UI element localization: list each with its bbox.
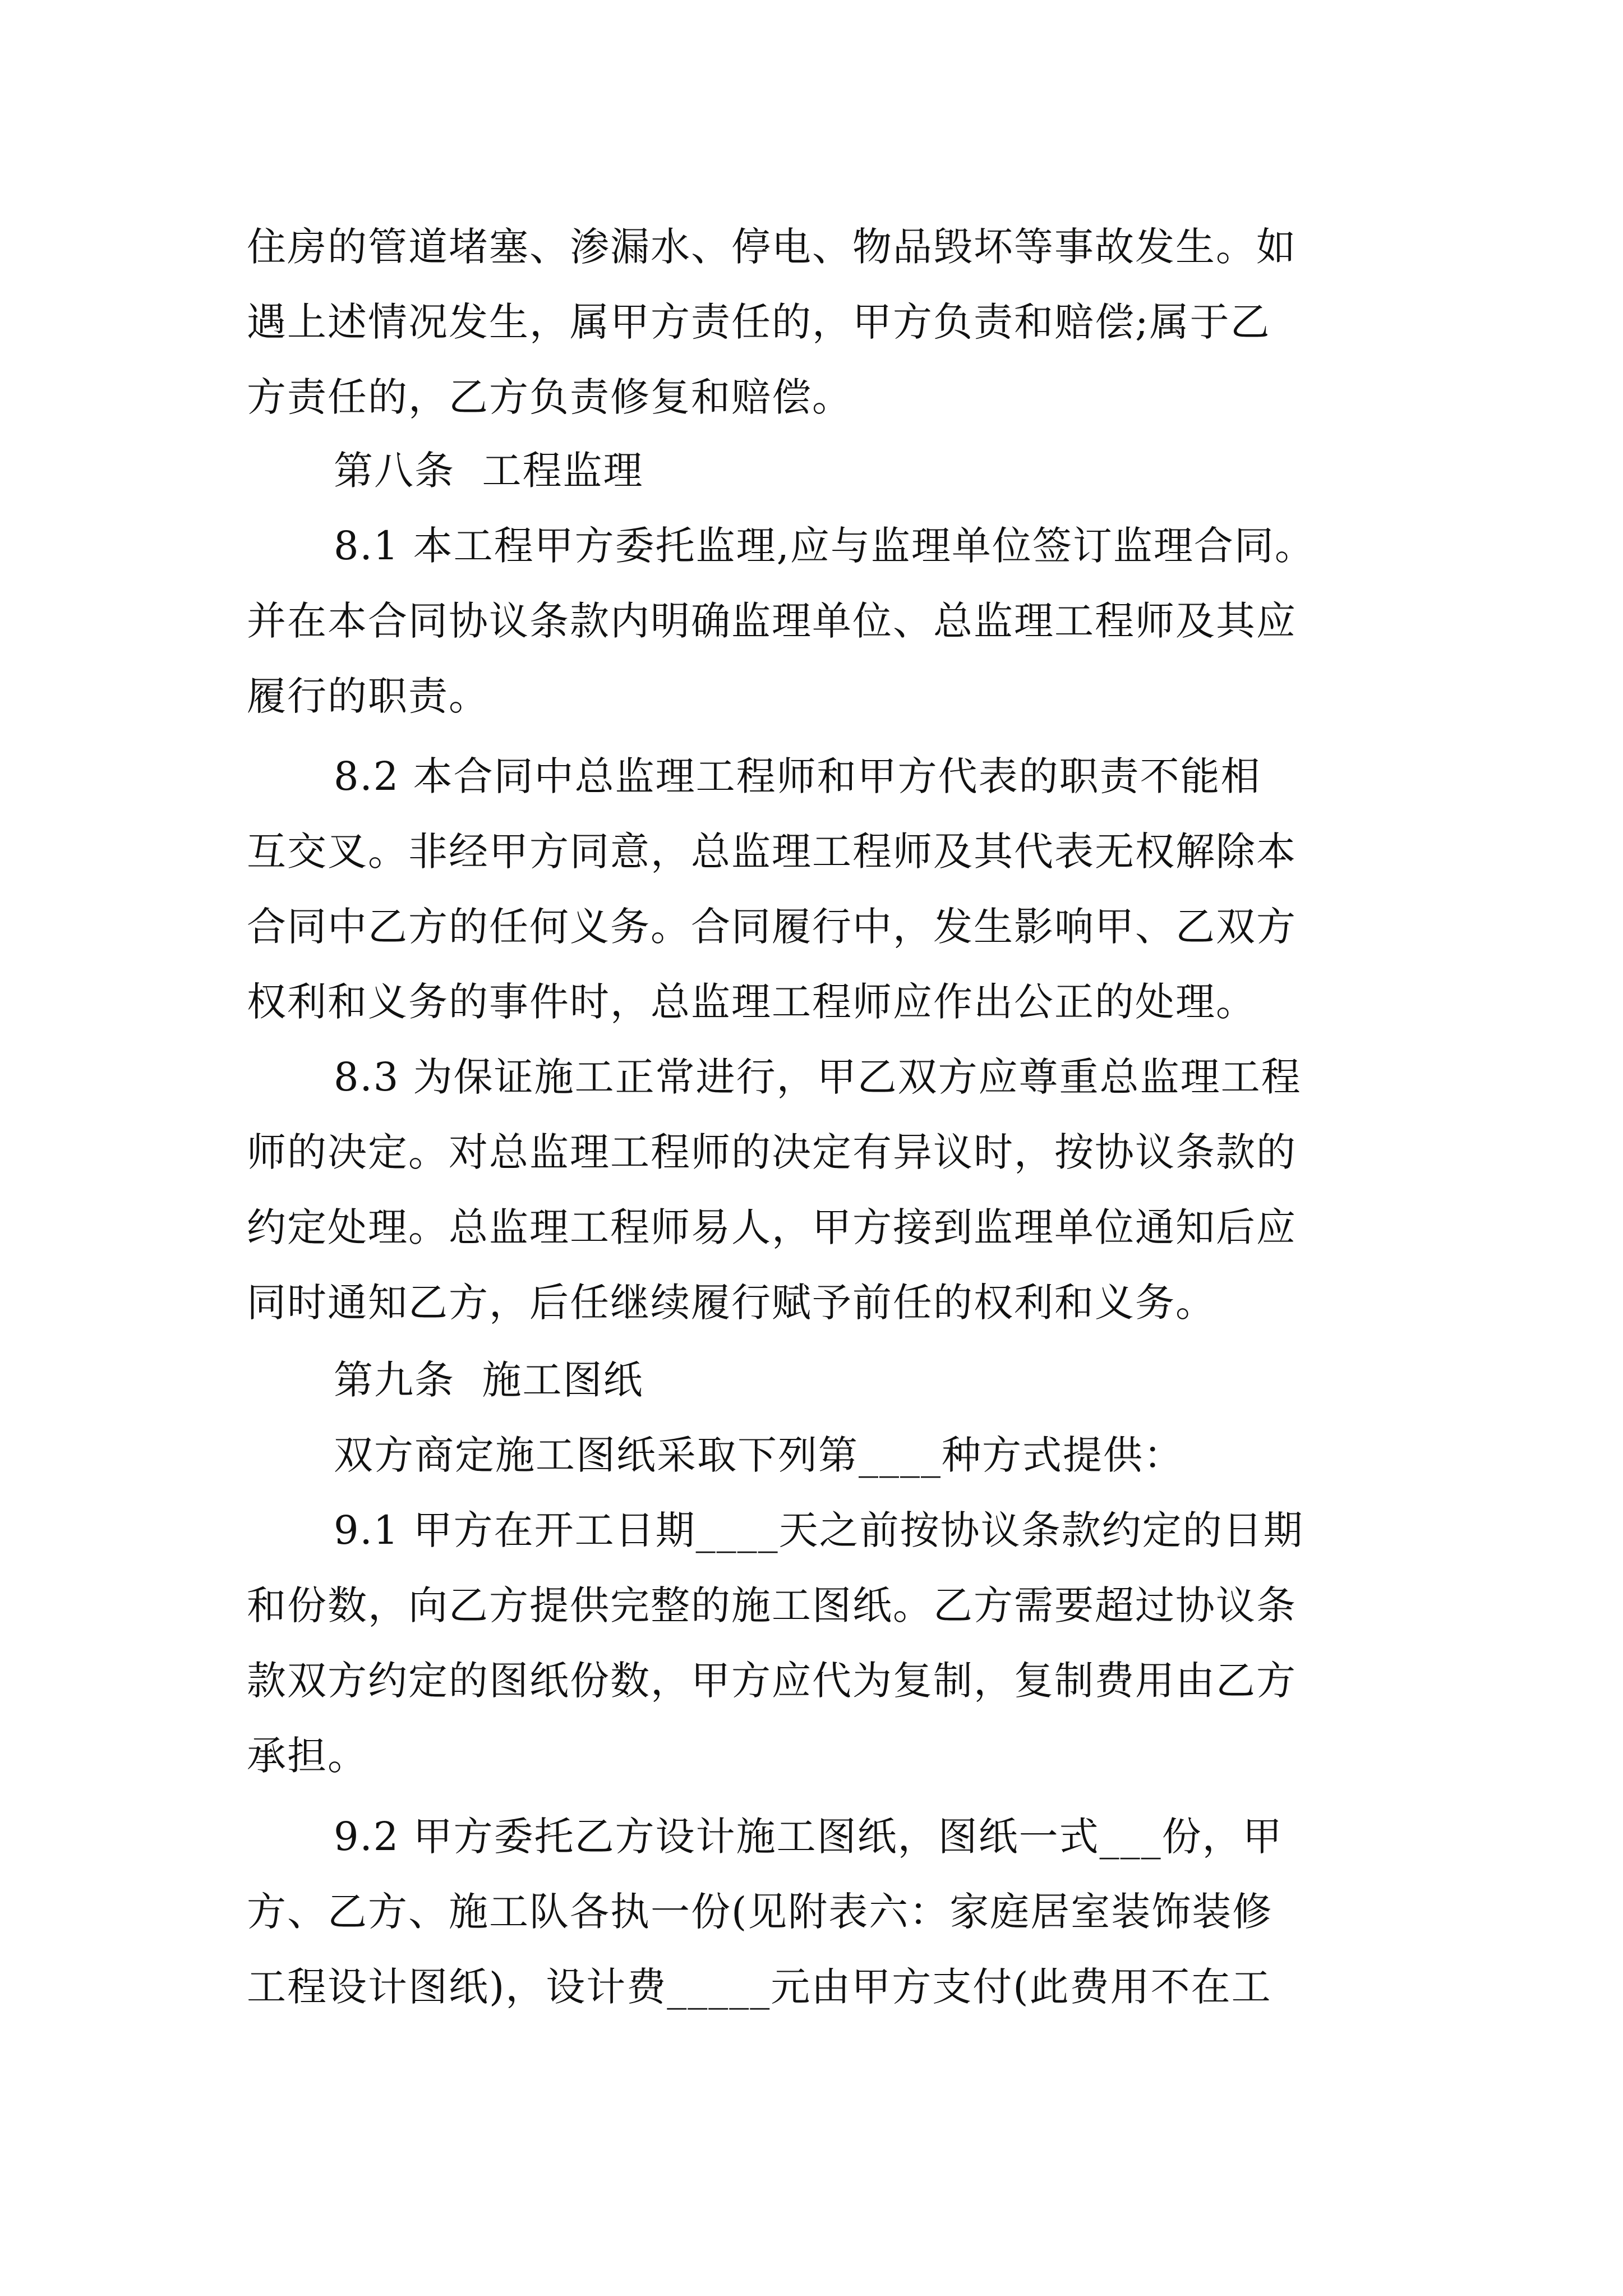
clause-8-3-line-2: 师的决定。对总监理工程师的决定有异议时，按协议条款的 — [247, 1129, 1297, 1175]
clause-9-intro: 双方商定施工图纸采取下列第____种方式提供： — [334, 1432, 1184, 1478]
clause-8-1-line-3: 履行的职责。 — [247, 673, 489, 719]
clause-9-2-line-1: 9.2 甲方委托乙方设计施工图纸，图纸一式___份，甲 — [334, 1814, 1283, 1860]
clause-8-2-line-4: 权利和义务的事件时，总监理工程师应作出公正的处理。 — [247, 979, 1256, 1025]
text-line-2: 遇上述情况发生，属甲方责任的，甲方负责和赔偿;属于乙 — [247, 299, 1271, 345]
clause-9-2-line-3: 工程设计图纸)，设计费_____元由甲方支付(此费用不在工 — [247, 1964, 1272, 2010]
text-line-1: 住房的管道堵塞、渗漏水、停电、物品毁坏等事故发生。如 — [247, 224, 1297, 270]
clause-9-1-line-2: 和份数，向乙方提供完整的施工图纸。乙方需要超过协议条 — [247, 1582, 1297, 1628]
clause-9-2-line-2: 方、乙方、施工队各执一份(见附表六：家庭居室装饰装修 — [247, 1889, 1273, 1935]
clause-9-1-line-3: 款双方约定的图纸份数，甲方应代为复制，复制费用由乙方 — [247, 1658, 1297, 1704]
clause-8-3-line-1: 8.3 为保证施工正常进行，甲乙双方应尊重总监理工程 — [334, 1054, 1302, 1100]
clause-8-3-line-3: 约定处理。总监理工程师易人，甲方接到监理单位通知后应 — [247, 1204, 1297, 1250]
clause-9-1-line-4: 承担。 — [247, 1733, 368, 1779]
clause-8-1-line-1: 8.1 本工程甲方委托监理,应与监理单位签订监理合同。 — [334, 523, 1315, 569]
clause-8-2-line-2: 互交叉。非经甲方同意，总监理工程师及其代表无权解除本 — [247, 829, 1297, 875]
text-line-3: 方责任的，乙方负责修复和赔偿。 — [247, 374, 852, 420]
clause-9-1-line-1: 9.1 甲方在开工日期____天之前按协议条款约定的日期 — [334, 1507, 1304, 1553]
clause-8-2-line-3: 合同中乙方的任何义务。合同履行中，发生影响甲、乙双方 — [247, 904, 1297, 950]
section-heading-9: 第九条 施工图纸 — [334, 1357, 644, 1403]
clause-8-2-line-1: 8.2 本合同中总监理工程师和甲方代表的职责不能相 — [334, 753, 1261, 799]
section-heading-8: 第八条 工程监理 — [334, 448, 644, 494]
clause-8-1-line-2: 并在本合同协议条款内明确监理单位、总监理工程师及其应 — [247, 598, 1297, 644]
clause-8-3-line-4: 同时通知乙方，后任继续履行赋予前任的权利和义务。 — [247, 1280, 1216, 1326]
